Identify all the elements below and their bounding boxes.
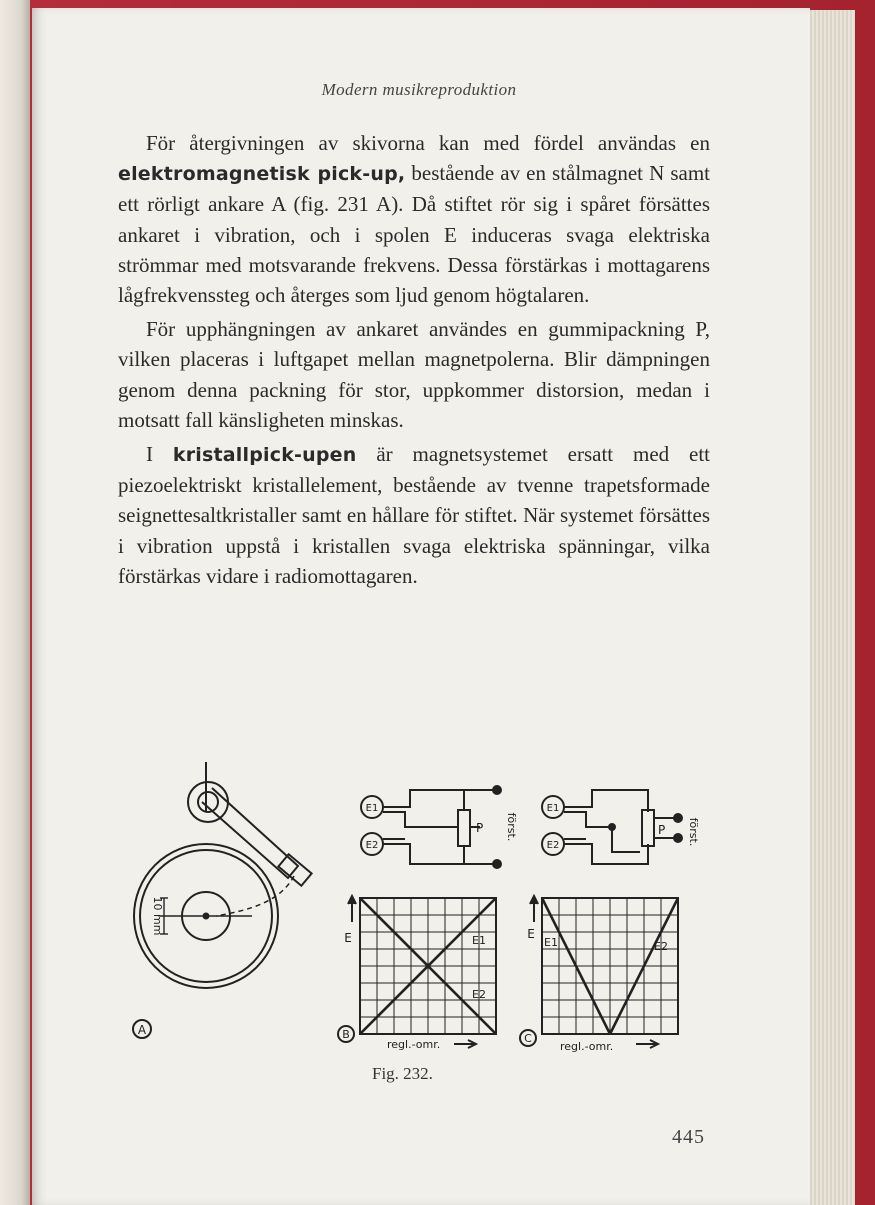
paragraph-2: För upphängningen av ankaret användes en gummipackning P, vilken placeras i luftgapet mellan magnetpolerna. Blir dämpningen genom denna packning för stor, uppkommer distorsion, medan i motsatt fall känsligheten minskas. bbox=[118, 317, 710, 432]
c-p-label: P bbox=[658, 823, 666, 837]
paragraph-1: För återgivningen av skivorna kan med fördel användas en elektromagnetisk pick-up, bestående av en stålmagnet N samt ett rörligt ankare A (fig. 231 A). Då stiftet rör sig i spåret försättes ankaret i vibration, och i spolen E induceras svaga elektriska strömmar med motsvarande frekvens. Dessa förstärkas i mottagarens lågfrekvenssteg och återges som ljud genom högtalaren. bbox=[118, 131, 710, 308]
b-x-axis-label: regl.-omr. bbox=[387, 1038, 441, 1051]
body-text bbox=[118, 128, 710, 591]
c-x-axis-label: regl.-omr. bbox=[560, 1040, 614, 1053]
c-e1-label: E1 bbox=[546, 803, 560, 814]
figure-caption: Fig. 232. bbox=[372, 1064, 433, 1083]
figure-232 bbox=[120, 752, 710, 1082]
c-curve-e2: E2 bbox=[654, 940, 668, 953]
graph-b bbox=[338, 896, 496, 1048]
running-head: Modern musikreproduktion bbox=[321, 80, 517, 99]
label-b: B bbox=[342, 1028, 350, 1041]
c-axis-e: E bbox=[527, 927, 535, 941]
b-curve-e1: E1 bbox=[472, 934, 486, 947]
paragraph-3: I kristallpick-upen är magnetsystemet ersatt med ett piezoelektriskt kristallelement, bestående av tvenne trapetsformade seignettesaltkristaller samt en hållare för stiftet. När systemet försättes i vibration uppstå i kristallen svaga elektriska spänningar, vilka förstärkas vidare i radiomottagaren. bbox=[118, 442, 710, 588]
dimension-label: 10 mm bbox=[151, 896, 164, 936]
b-axis-e: E bbox=[344, 931, 352, 945]
label-c: C bbox=[524, 1032, 532, 1045]
term-kristallpickup: kristallpick-upen bbox=[172, 444, 357, 467]
label-a: A bbox=[137, 1023, 147, 1037]
c-forst-label: först. bbox=[687, 817, 700, 847]
left-page-edge bbox=[0, 0, 30, 1205]
b-e1-label: E1 bbox=[365, 803, 379, 814]
b-p-label: P bbox=[476, 821, 484, 835]
page-number: 445 bbox=[672, 1126, 705, 1148]
b-e2-label: E2 bbox=[365, 840, 379, 851]
term-elektromagnetisk: elektromagnetisk pick-up, bbox=[118, 163, 406, 186]
c-curve-e1: E1 bbox=[544, 936, 558, 949]
b-forst-label: först. bbox=[505, 812, 518, 842]
b-curve-e2: E2 bbox=[472, 988, 486, 1001]
graph-c bbox=[520, 896, 678, 1048]
c-e2-label: E2 bbox=[546, 840, 560, 851]
